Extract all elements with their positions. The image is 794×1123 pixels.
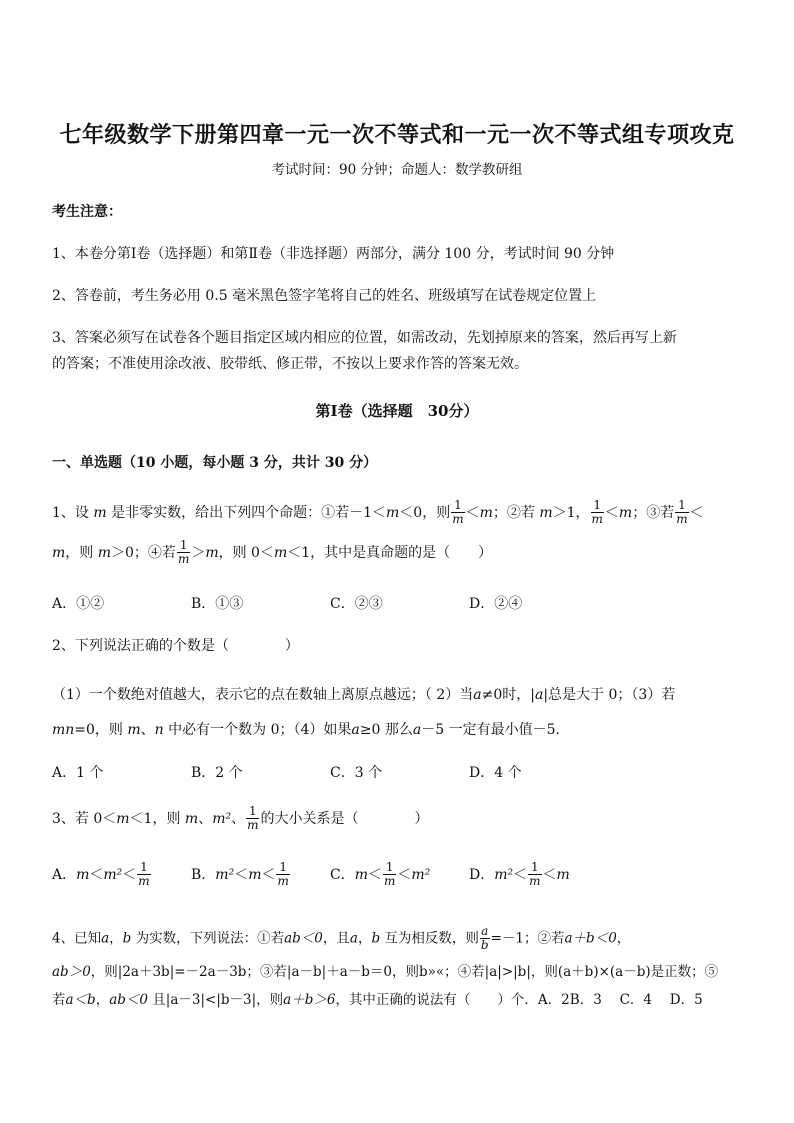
question-4-line-2: ab＞0，则|2a＋3b|=－2a－3b；③若|a－b|＋a－b＝0，则b»«；④若|a|>|b|，则(a＋b)×(a－b)是正数；⑤ [52, 964, 719, 980]
question-1-line-2: m，则 m＞0；④若 $\frac{1}{m}$ ＞m，则 0＜m＜1，其中是真命题的是（ ） [52, 538, 493, 566]
question-2-options [52, 762, 608, 782]
option-c[interactable]: C．②③ [330, 596, 383, 612]
exam-info: 考试时间：90 分钟；命题人：数学教研组 [271, 162, 523, 178]
part-title: 一、单选题（10 小题，每小题 3 分，共计 30 分） [52, 455, 378, 471]
notice-item-2: 2、答卷前，考生务必用 0.5 毫米黑色签字笔将自己的姓名、班级填写在试卷规定位置上 [52, 288, 597, 304]
option-a[interactable]: A．①② [52, 596, 105, 612]
option-d[interactable]: D．②④ [469, 596, 523, 612]
option-b[interactable]: B．①③ [191, 596, 244, 612]
question-3-stem: 3、若 0＜m＜1，则 m、m²、 $\frac{1}{m}$ 的大小关系是（ ） [52, 804, 429, 832]
fraction-1-over-m: $\frac{1}{m}$ [177, 538, 190, 566]
fraction-a-over-b: $\frac{a}{b}$ [480, 924, 489, 952]
page-title: 七年级数学下册第四章一元一次不等式和一元一次不等式组专项攻克 [59, 122, 735, 148]
notice-item-3: 3、答案必须写在试卷各个题目指定区域内相应的位置，如需改动，先划掉原来的答案，然后再写上新 [52, 330, 677, 346]
option-b[interactable]: B．2 个 [191, 765, 243, 781]
option-a[interactable]: A．1 个 [52, 765, 104, 781]
question-4-line-1: 4、已知a，b 为实数，下列说法：①若ab＜0，且a，b 互为相反数，则 $\frac{a}{b}$ =－1；②若a＋b＜0， [52, 924, 631, 952]
question-2-line-2: mn=0，则 m、n 中必有一个数为 0；（4）如果a≥0 那么a－5 一定有最小值－5． [52, 722, 570, 738]
question-3-options [52, 862, 608, 888]
option-d[interactable]: D．4 个 [469, 765, 522, 781]
section-title: 第Ⅰ卷（选择题 30分） [315, 402, 479, 420]
question-2-stem: 2、下列说法正确的个数是（ ） [52, 638, 299, 654]
question-1-line-1: 1、设 m 是非零实数，给出下列四个命题：①若－1＜m＜0，则 $\frac{1}{m}$ ＜m；②若 m＞1， $\frac{1}{m}$ ＜m；③若 $\frac{1}{m}$ ＜ [52, 498, 704, 526]
fraction-1-over-m: $\frac{1}{m}$ [247, 804, 259, 832]
question-1-options [52, 593, 608, 613]
option-a[interactable]: A．m＜m²＜ $\frac{1}{m}$ [52, 860, 150, 888]
fraction-1-over-m: $\frac{1}{m}$ [676, 498, 688, 526]
notice-heading: 考生注意： [52, 204, 122, 220]
notice-item-3-cont: 的答案；不准使用涂改液、胶带纸、修正带，不按以上要求作答的答案无效。 [52, 356, 528, 372]
question-2-line-1: （1）一个数绝对值越大，表示它的点在数轴上离原点越远；（ 2）当a≠0时，|a|总是大于 0；（3）若 [52, 687, 676, 703]
option-c[interactable]: C．m＜ $\frac{1}{m}$ ＜m² [330, 860, 431, 888]
question-4-line-3: 若a＜b，ab＜0 且|a－3|<|b－3|，则a＋b＞6，其中正确的说法有（ ）个．A．2B．3 C．4 D．5 [52, 992, 703, 1008]
fraction-1-over-m: $\frac{1}{m}$ [591, 498, 603, 526]
fraction-1-over-m: $\frac{1}{m}$ [452, 498, 464, 526]
option-c[interactable]: C．3 个 [330, 765, 383, 781]
option-d[interactable]: D．m²＜ $\frac{1}{m}$ ＜m [469, 860, 570, 888]
notice-item-1: 1、本卷分第Ⅰ卷（选择题）和第Ⅱ卷（非选择题）两部分，满分 100 分，考试时间 90 分钟 [52, 246, 615, 262]
option-b[interactable]: B．m²＜m＜ $\frac{1}{m}$ [191, 860, 289, 888]
